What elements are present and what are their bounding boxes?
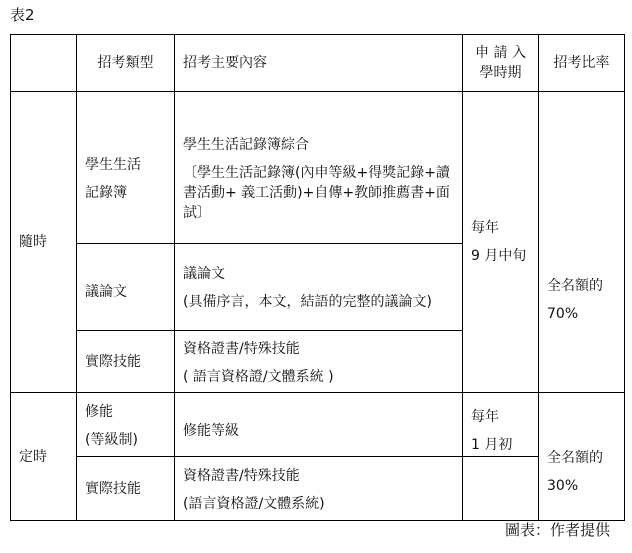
- period-text: 1 月初: [471, 436, 513, 453]
- figure-credit: 圖表：作者提供: [504, 521, 610, 539]
- table-row: [11, 92, 625, 244]
- content-title: 資格證書/特殊技能: [183, 467, 300, 484]
- ratio-text: 30%: [547, 477, 579, 494]
- type-cell: [77, 393, 175, 457]
- period-text: 每年: [471, 220, 499, 236]
- content-detail: 〔學生生活記錄簿(內申等級+得獎記錄+讀書活動+ 義工活動)+自傳+教師推薦書+面試〕: [183, 164, 450, 221]
- header-type: 招考類型: [77, 35, 175, 92]
- header-content: 招考主要內容: [175, 35, 463, 92]
- table-row: [11, 457, 625, 521]
- type-cell: [77, 331, 175, 393]
- header-corner-cell: [11, 35, 77, 92]
- content-cell: [175, 457, 463, 521]
- content-detail: (具備序言，本文，結語的完整的議論文): [183, 294, 432, 310]
- admission-table: [10, 34, 625, 521]
- content-title: 議論文: [183, 266, 225, 282]
- content-detail: (語言資格證/文體系統): [183, 495, 325, 512]
- group-label-random: 隨時: [11, 92, 77, 393]
- content-cell: [175, 331, 463, 393]
- type-label: 議論文: [85, 284, 127, 300]
- ratio-cell-random: [539, 92, 625, 393]
- type-label: 記錄簿: [85, 184, 127, 201]
- content-title: 資格證書/特殊技能: [183, 340, 300, 357]
- type-cell: [77, 457, 175, 521]
- type-cell: [77, 244, 175, 331]
- ratio-cell-fixed: [539, 393, 625, 521]
- type-label: 學生生活: [85, 156, 141, 173]
- content-title: 學生生活記錄簿綜合: [183, 136, 309, 153]
- table-caption: 表2: [10, 6, 35, 24]
- table-row: [11, 393, 625, 457]
- period-cell-random: [463, 92, 539, 393]
- content-detail: ( 語言資格證/文體系統 ): [183, 368, 334, 385]
- ratio-text: 全名額的: [547, 449, 603, 466]
- header-row: [11, 35, 625, 92]
- content-cell: [175, 393, 463, 457]
- period-text: 每年: [471, 408, 499, 425]
- group-label-fixed: 定時: [11, 393, 77, 521]
- type-cell: [77, 92, 175, 244]
- ratio-text: 全名額的: [547, 278, 603, 294]
- type-label: (等級制): [85, 431, 138, 448]
- content-cell: [175, 244, 463, 331]
- content-cell: [175, 92, 463, 244]
- header-period: 申 請 入 學時期: [463, 35, 539, 92]
- ratio-text: 70%: [547, 306, 579, 322]
- content-title: 修能等級: [183, 422, 239, 439]
- type-label: 修能: [85, 403, 113, 420]
- type-label: 實際技能: [85, 480, 141, 497]
- period-cell-fixed: [463, 393, 539, 457]
- period-cell-empty: [463, 457, 539, 521]
- type-label: 實際技能: [85, 353, 141, 370]
- header-ratio: 招考比率: [539, 35, 625, 92]
- period-text: 9 月中旬: [471, 248, 527, 264]
